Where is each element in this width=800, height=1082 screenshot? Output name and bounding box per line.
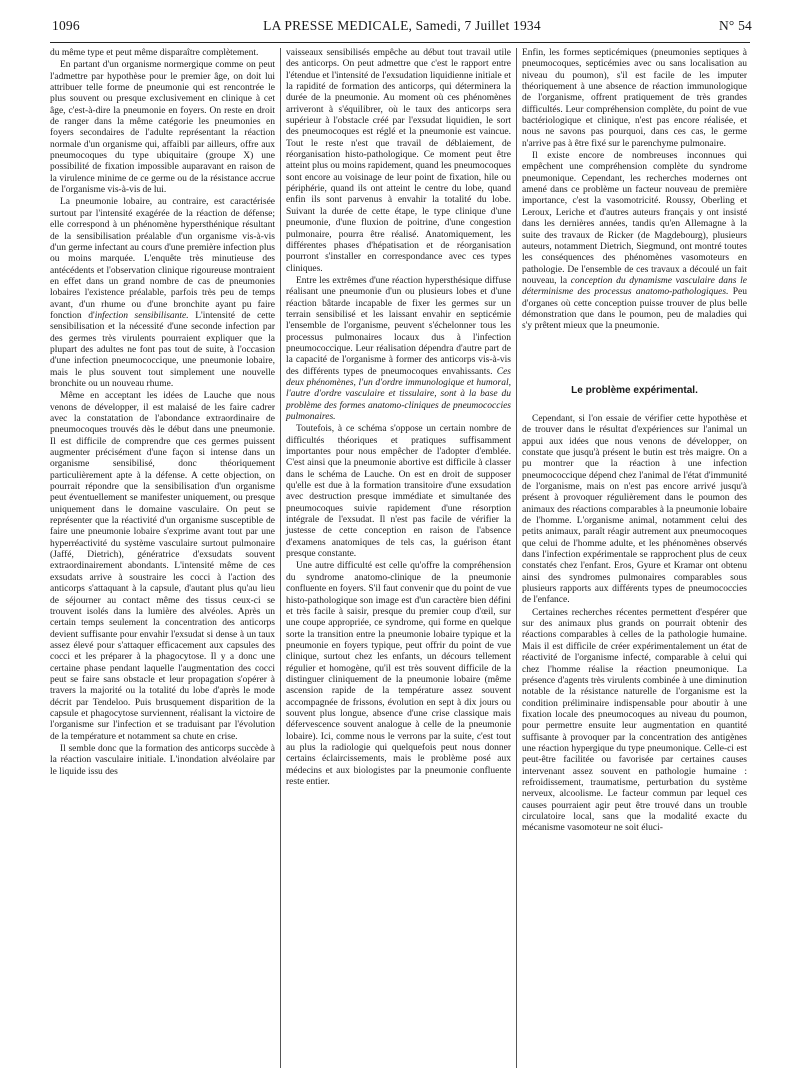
paragraph: Toutefois, à ce schéma s'oppose un certain nombre de difficultés théoriques et pratiques suffisamment importantes pour nous empêcher de l'adopter d'emblée. C'est ainsi que la pneumonie abortive est difficile à classer dans le schéma de Lauche. On est en droit de supposer qu'elle est due à la formation transitoire d'une exsudation avec destruction presque immédiate et simultanée des pneumocoques suivie rapidement d'une résorption intégrale de l'exsudat. Il n'est pas facile de vérifier la justesse de cette conception en raison de l'absence d'examens anatomiques de tels cas, la guérison étant presque constante. (286, 424, 511, 560)
issue-number: N° 54 (718, 18, 752, 33)
emphasis: conception du dynamisme vasculaire dans le déterminisme des processus anatomo-pathologiques. (522, 275, 747, 298)
column-1 (50, 48, 275, 779)
paragraph: vaisseaux sensibilisés empêche au début tout travail utile des anticorps. On peut admettre que c'est le rapport entre l'étendue et l'intensité de l'exsudation liquidienne initiale et la rapidité de formation des anticorps, qui déterminera la durée de la pneumonie. Au moment où ces phénomènes arriveront à s'équilibrer, où le taux des anticorps sera supérieur à l'obstacle créé par l'exsudat liquidien, le sort des pneumocoques est réglé et la pneumonie est vaincue. Tout le reste n'est que travail de déblaiement, de réorganisation histo-pathologique. Ce moment peut être atteint plus ou moins rapidement, quand les pneumocoques sont encore au voisinage de leur point de fixation, hile ou périphérie, quand ils ont atteint le centre du lobe, quand enfin ils sont parvenus à envahir la totalité du lobe. Suivant la durée de cette étape, le type clinique d'une pneumonie, d'une fluxion de poitrine, d'une congestion pulmonaire, pourra être réalisé. Anatomiquement, les différentes phases d'hépatisation et de réorganisation pourront s'installer en correspondance avec ces types cliniques. (286, 48, 511, 274)
paragraph: Il semble donc que la formation des anticorps succède à la réaction vasculaire initiale. L'inondation alvéolaire par le liquide issu des (50, 743, 275, 777)
section-title: Le problème expérimental. (571, 384, 698, 396)
column-2 (286, 48, 511, 789)
column-3 (522, 48, 747, 836)
paragraph: Cependant, si l'on essaie de vérifier cette hypothèse et de trouver dans le résultat d'expériences sur l'animal un appui aux idées que nous venons de développer, on constate que jusqu'à présent le butin est très maigre. On a pu montrer que la réaction à une infection pneumococcique dépend chez l'animal de l'état d'immunité de l'organisme, mais on n'est pas encore arrivé jusqu'à présent à provoquer régulièrement dans le poumon des animaux des réactions comparables à la pneumonie lobaire de l'homme. L'organisme animal, notamment celui des petits animaux, paraît réagir autrement aux pneumocoques que celui de l'homme adulte, et les phénomènes observés dans l'infection expérimentale se rapprochent plus de ceux constatés chez l'enfant. Eros, Gyure et Kramar ont obtenu ainsi des syndromes pulmonaires comparables sous plusieurs rapports aux différents types de pneumococcies de l'enfance. (522, 413, 747, 606)
emphasis: infection sensibilisante. (94, 310, 189, 321)
paragraph: Enfin, les formes septicémiques (pneumonies septiques à pneumocoques, septicémies avec ou sans localisation au niveau du poumon), s'il est facile de les imputer théoriquement à une absence de réaction immunologique de l'organisme, offrent pratiquement de très grandes difficultés. Leur compréhension complète, du point de vue bactériologique et clinique, n'est pas encore réalisée, et nous ne savons pas pourquoi, dans ces cas, le germe n'arrive pas à être fixé sur le parenchyme pulmonaire. (522, 48, 747, 149)
paragraph (522, 151, 747, 333)
journal-title: LA PRESSE MEDICALE, Samedi, 7 Juillet 1934 (263, 18, 541, 33)
text-run: Peu d'organes où cette conception puisse trouver de plus belle démonstration que dans le poumon, peu de maladies qui s'y prêtent mieux que la pneumonie. (522, 287, 747, 332)
page-header (52, 18, 752, 40)
page-number: 1096 (52, 18, 80, 33)
paragraph: du même type et peut même disparaître complètement. (50, 48, 259, 58)
paragraph: Une autre difficulté est celle qu'offre la compréhension du syndrome anatomo-clinique de la pneumonie confluente en foyers. S'il faut convenir que du point de vue histo-pathologique son image est d'un caractère bien défini et très facile à saisir, presque du premier coup d'œil, sur une coupe appropriée, ce syndrome, qui forme en quelque sorte la transition entre la pneumonie lobaire typique et la pneumonie en foyers typique, peut offrir du point de vue clinique, surtout chez les enfants, un décours tellement régulier et homogène, qu'il est très souvent difficile de la distinguer cliniquement de la pneumonie lobaire (même ascension rapide de la température assez souvent accompagnée de frissons, évolution en sept à dix jours ou souvent plus longue, absence d'une crise classique mais défervescence souvent analogue à celle de la pneumonie lobaire). Ici, comme nous le verrons par la suite, c'est tout au plus la radiologie qui quelquefois peut nous donner certains éclaircissements, mais le problème posé aux médecins et aux biologistes par la pneumonie confluente reste entier. (286, 561, 511, 787)
article-body (50, 48, 750, 1068)
text-run: La pneumonie lobaire, au contraire, est caractérisée surtout par l'intensité exagérée de la réaction de défense; elle correspond à un phénomène hypersthénique résultant de la sensibilisation préalable d'un organisme vis-à-vis d'un germe infectant au cours d'une première infection plus ou moins marquée. L'enquête très minutieuse des antécédents et l'observation clinique rigoureuse montraient en effet dans un grand nombre de cas de pneumonies lobaires l'existence préalable, parfois très peu de temps avant, d'un rhume ou d'une bronchite ayant pu faire fonction d' (50, 197, 276, 321)
paragraph: En partant d'un organisme normergique comme on peut l'admettre par hypothèse pour le premier âge, on doit lui attribuer telle forme de pneumonie qui est rencontrée le plus souvent ou presque exclusivement en clinique à cet âge, c'est-à-dire la pneumonie en foyers. On reste en droit de ranger dans la même catégorie les pneumonies en foyers secondaires de l'adulte représentant la réaction normale d'un organisme qui, affaibli par ailleurs, offre aux pneumocoques du type ubiquitaire (groupe X) une possibilité de fixation impossible auparavant en raison de la virulence minime de ce germe ou de la résistance accrue de l'organisme vis-à-vis de lui. (50, 60, 275, 196)
emphasis: Ces deux phénomènes, l'un d'ordre immunologique et humoral, l'autre d'ordre vasculaire et tissulaire, sont à la base du problème des formes anatomo-cliniques de pneumococcies pulmonaires. (286, 366, 511, 422)
text-run: L'intensité de cette sensibilisation et la nécessité d'une seconde infection par des germes très virulents pourraient expliquer que la plupart des adultes ne font pas tout de suite, à l'occasion d'une infection pneumococcique, une pneumonie lobaire, mais le plus souvent tout simplement une nouvelle bronchite ou un nouveau rhume. (50, 310, 275, 389)
text-run: Il existe encore de nombreuses inconnues qui empêchent une compréhension complète du syndrome pneumonique. Cependant, les recherches modernes ont amené dans ce problème un facteur nouveau de première importance, c'est la vasomotricité. Roussy, Oberling et Leroux, Leriche et d'autres auteurs français y ont insisté dans les dernières années, tandis qu'en Allemagne à la suite des travaux de Ricker (de Magdebourg), plusieurs auteurs, notamment Dietrich, Siegmund, ont montré toutes les conséquences des phénomènes vasomoteurs en pathologie. De l'ensemble de ces travaux a découlé un fait nouveau, la (522, 151, 747, 286)
header-rule (50, 42, 750, 43)
paragraph (50, 197, 275, 390)
paragraph: Même en acceptant les idées de Lauche que nous venons de développer, il est malaisé de les faire cadrer avec la constatation de l'abondance extraordinaire de pneumocoques trouvés dès le début dans une pneumonie. Il est difficile de comprendre que ces germes puissent augmenter précisément d'une façon si intense dans un organisme sensibilisé, donc théoriquement particulièrement apte à la défense. A cette objection, on pourrait répondre que la sensibilisation d'un organisme peut éventuellement se manifester uniquement, ou presque uniquement dans le domaine vasculaire. On peut se représenter que la réactivité d'un organisme susceptible de faire une pneumonie lobaire s'exprime avant tout par une hyperréactivité du système vasculaire surtout pulmonaire (Jaffé, Dietrich), génératrice d'exsudats souvent extraordinairement abondants. L'intensité même de ces exsudats arrive à soustraire les cocci à l'action des anticorps s'attaquant à la capsule, d'autant plus qu'au lieu de séjourner au contact même des tissus ceux-ci se trouvent isolés dans la lumière des alvéoles. Après un certain temps seulement la concentration des anticorps devient suffisante pour envahir l'exsudat si dense à un taux assez élevé pour s'attaquer efficacement aux capsules des cocci et les préparer à la phagocytose. Il y a donc une certaine phase pendant laquelle l'augmentation des cocci peut se faire sans obstacle et leur propagation s'opérer à travers la majorité ou la totalité du lobe d'après le mode décrit par Tendeloo. Puis brusquement disparition de la capsule et phagocytose surviennent, réalisant la victoire de l'organisme sur l'infection et se traduisant par l'évolution de la température et notamment sa chute en crise. (50, 391, 275, 742)
text-run: Entre les extrêmes d'une réaction hypersthésique diffuse réalisant une pneumonie d'un ou plusieurs lobes et d'une réaction bâtarde incapable de fixer les germes sur un terrain sensibilisé et les laissant envahir en septicémie l'ensemble de l'organisme, peuvent s'échelonner tous les processus pulmonaires locaux dus à l'infection pneumococcique. Leur réalisation dépendra d'autre part de la capacité de l'organisme à former des anticorps vis-à-vis des différents types de pneumocoques envahissants. (286, 275, 511, 377)
paragraph: Certaines recherches récentes permettent d'espérer que sur des animaux plus grands on pourrait obtenir des réactions comparables à celles de la pathologie humaine. Mais il est difficile de créer expérimentalement un état de réactivité de l'organisme infecté, comparable à celui qui chez l'homme réalise la réaction pneumonique. La présence d'agents très virulents combinée à une diminution notable de la résistance naturelle de l'organisme est la condition préliminaire indispensable pour aboutir à une fixation locale des pneumocoques au niveau du poumon, pour permettre ensuite leur augmentation en quantité suffisante à provoquer par la concentration des antigènes une réaction hypergique du type pneumonique. Celle-ci est peut-être facilitée ou favorisée par certaines causes intervenant assez souvent en pathologie humaine : refroidissement, traumatisme, perturbation du système nerveux, alcoolisme. Le facteur commun par lequel ces causes pourraient agir peut être trouvé dans un trouble circulatoire local, sans que la modalité exacte du mécanisme vasomoteur ne soit éluci- (522, 607, 747, 834)
paragraph (286, 276, 511, 423)
